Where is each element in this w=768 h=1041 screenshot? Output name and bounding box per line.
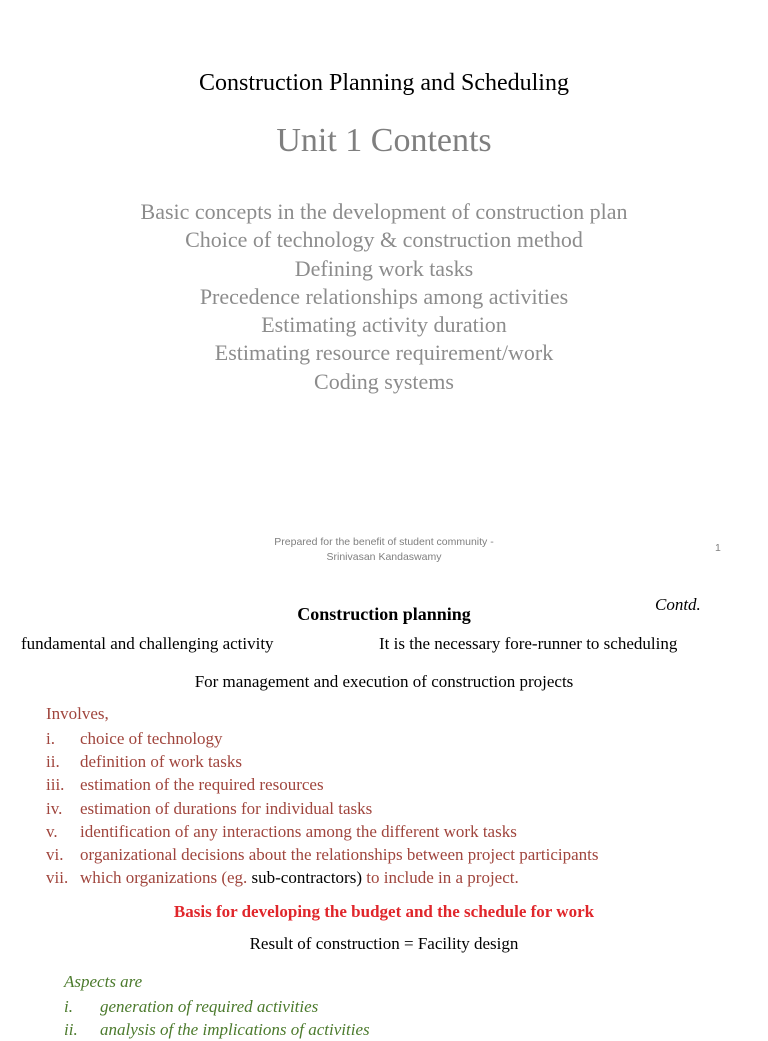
list-text: which organizations (eg. [80,868,252,888]
contents-item: Choice of technology & construction method [185,227,583,253]
contd-label: Contd. [655,595,701,614]
list-number: vii. [46,868,69,888]
contents-list [0,198,768,396]
list-text: choice of technology [80,729,223,748]
contents-item: Basic concepts in the development of construction plan [140,199,628,224]
list-text: estimation of durations for individual tasks [80,798,373,818]
list-text: identification of any interactions among the different work tasks [80,821,517,841]
slide-title: Construction Planning and Scheduling [199,70,569,96]
result-statement: Result of construction = Facility design [249,934,519,953]
list-item [46,727,599,750]
list-number: iii. [46,775,65,795]
contents-item: Estimating resource requirement/work [214,340,554,366]
slide-footer [234,535,534,565]
list-number: i. [46,729,55,748]
list-number: ii. [64,1020,78,1039]
section-heading: Construction planning [297,604,471,624]
aspects-label: Aspects are [64,972,143,991]
list-text: generation of required activities [100,997,319,1016]
basis-statement: Basis for developing the budget and the schedule for work [173,902,595,921]
list-number: ii. [46,752,60,772]
list-item [64,1018,370,1041]
footer-line-2: Srinivasan Kandaswamy [326,551,442,563]
contents-item: Coding systems [314,368,454,394]
footer-line-1: Prepared for the benefit of student community - [274,536,494,548]
page-number: 1 [715,542,721,554]
list-number: iv. [46,798,63,818]
list-item [46,843,599,866]
unit-heading: Unit 1 Contents [276,122,492,159]
list-item [46,866,599,889]
list-number: i. [64,997,73,1016]
list-text-highlight: sub-contractors) [251,868,362,888]
contents-item: Precedence relationships among activities [199,283,569,309]
list-text-tail: to include in a project. [362,868,519,888]
list-text: estimation of the required resources [80,775,324,795]
left-statement: fundamental and challenging activity [21,634,274,653]
aspects-list [64,995,370,1041]
list-text: organizational decisions about the relationships between project participants [80,844,599,864]
list-text: analysis of the implications of activities [100,1020,370,1039]
list-number: v. [46,821,58,841]
involves-label: Involves, [46,704,109,723]
purpose-statement: For management and execution of construction projects [194,672,574,691]
list-text: definition of work tasks [80,752,242,772]
list-item [46,750,599,773]
list-number: vi. [46,844,64,864]
contents-item: Estimating activity duration [261,312,507,338]
list-item [64,995,370,1018]
contents-item: Defining work tasks [294,255,474,281]
right-statement: It is the necessary fore-runner to scheduling [379,634,678,653]
list-item [46,797,599,820]
list-item [46,773,599,796]
list-item [46,820,599,843]
involves-list [46,727,599,889]
